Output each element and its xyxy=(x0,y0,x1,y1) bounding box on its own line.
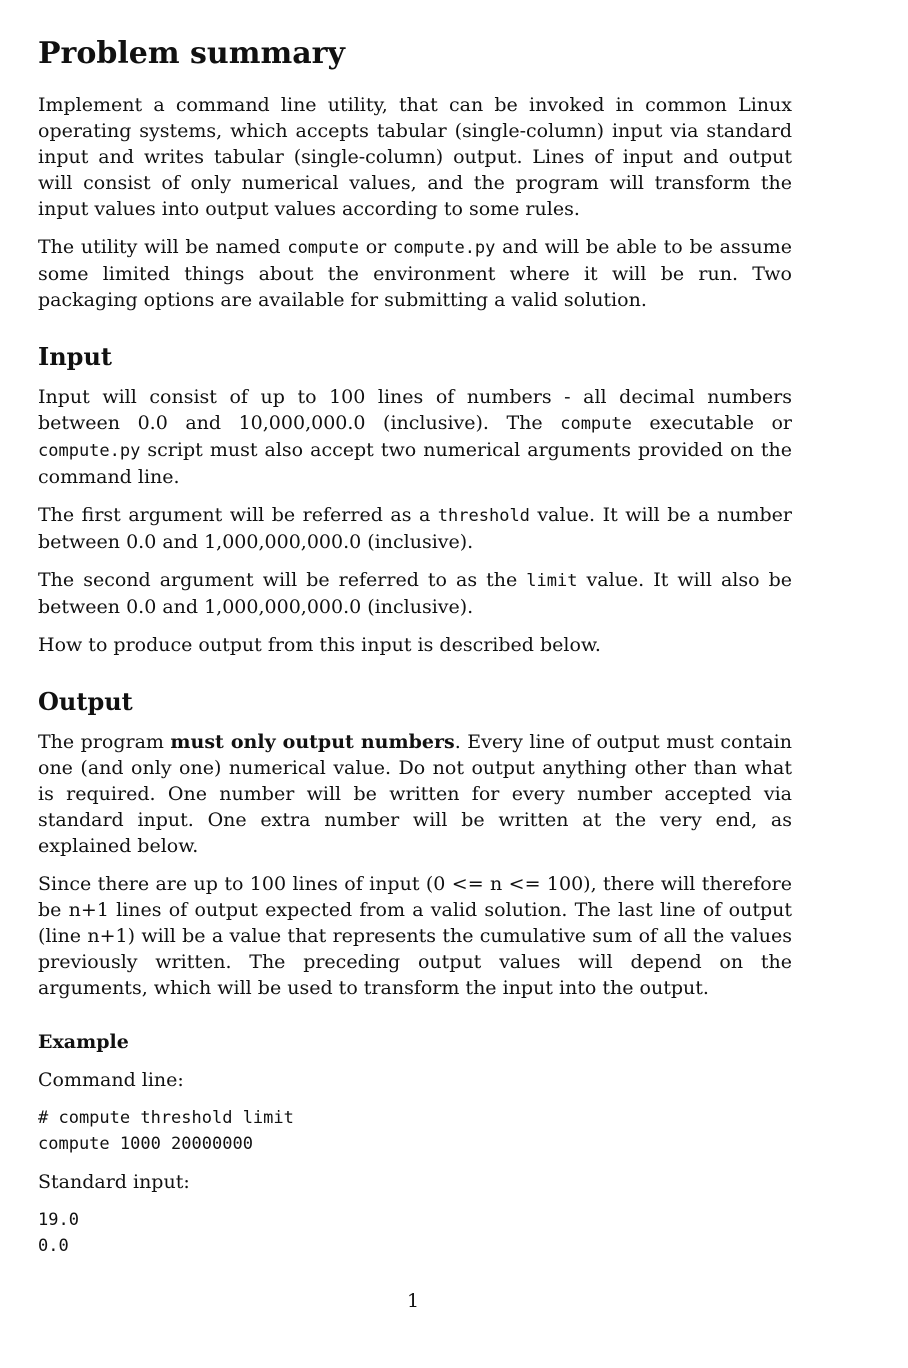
input-paragraph-1: Input will consist of up to 100 lines of numbers - all decimal numbers between 0.0 and 10,000,000.0 (inclusive). The compute executable or compute.py script must also accept two numerical arguments provided on the command line. xyxy=(38,385,792,488)
inline-code: compute xyxy=(287,238,359,258)
inline-code: compute.py xyxy=(393,238,496,258)
bold-text: must only output numbers xyxy=(170,730,455,753)
page-title: Problem summary xyxy=(38,36,345,71)
inline-code: limit xyxy=(526,570,578,591)
input-paragraph-2: The first argument will be referred as a threshold value. It will be a number between 0.0 and 1,000,000,000.0 (inclusive). xyxy=(38,503,792,553)
command-line-label: Command line: xyxy=(38,1069,184,1092)
standard-input-block xyxy=(38,1207,792,1259)
example-heading: Example xyxy=(38,1030,129,1053)
inline-code: compute.py xyxy=(38,440,141,461)
code-line: 0.0 xyxy=(38,1236,69,1257)
code-line: # compute threshold limit xyxy=(38,1108,294,1129)
page-number: 1 xyxy=(406,1290,420,1312)
inline-code: compute xyxy=(560,413,632,434)
output-paragraph-2: Since there are up to 100 lines of input (0 <= n <= 100), there will therefore be n+1 lines of output expected from a valid solution. The last line of output (line n+1) will be a value that represents the cumulative sum of all the values previously written. The preceding output values will depend on the arguments, which will be used to transform the input into the output. xyxy=(38,872,792,999)
input-paragraph-4: How to produce output from this input is described below. xyxy=(38,633,601,656)
command-line-block xyxy=(38,1105,792,1157)
document-page xyxy=(38,36,792,1271)
section-heading-output: Output xyxy=(38,686,133,716)
code-line: compute 1000 20000000 xyxy=(38,1134,253,1155)
section-heading-input: Input xyxy=(38,342,112,371)
input-paragraph-3: The second argument will be referred to as the limit value. It will also be between 0.0 and 1,000,000,000.0 (inclusive). xyxy=(38,568,792,618)
intro-paragraph-1: Implement a command line utility, that can be invoked in common Linux operating systems, which accepts tabular (single-column) input via standard input and writes tabular (single-column) output. Lines of input and output will consist of only numerical values, and the program will transform the input values into output values according to some rules. xyxy=(38,94,792,220)
standard-input-label: Standard input: xyxy=(38,1171,190,1194)
code-line: 19.0 xyxy=(38,1210,79,1231)
output-paragraph-1: The program must only output numbers. Every line of output must contain one (and only one) numerical value. Do not output anything other than what is required. One number will be written for every number accepted via standard input. One extra number will be written at the very end, as explained below. xyxy=(38,730,792,857)
intro-paragraph-2: The utility will be named compute or compute.py and will be able to be assume some limited things about the environment where it will be run. Two packaging options are available for submitting a valid solution. xyxy=(38,236,792,311)
inline-code: threshold xyxy=(437,505,530,526)
